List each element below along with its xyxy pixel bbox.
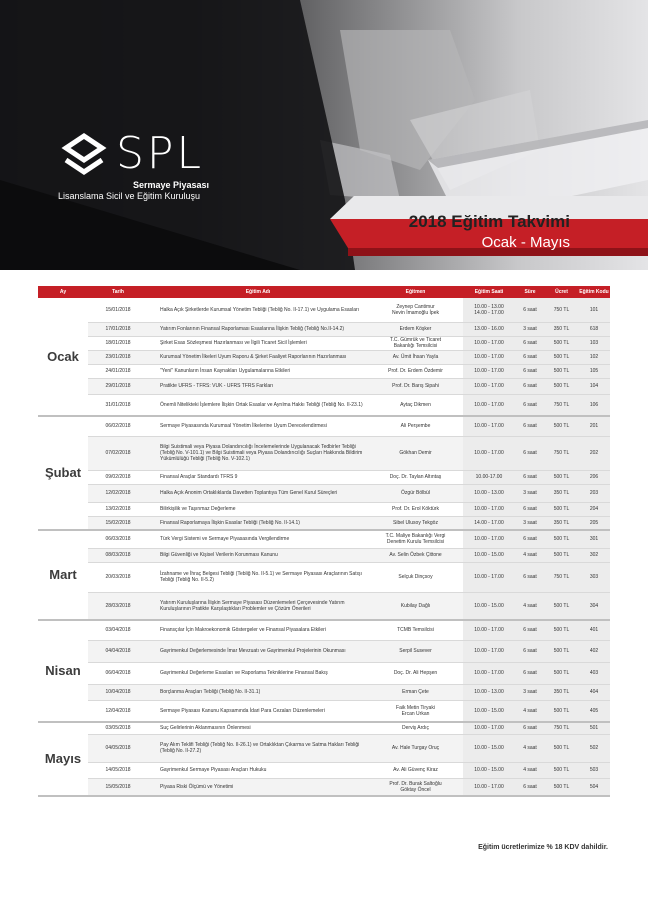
cell-trainer: Kubilay Dağlı <box>368 592 463 620</box>
cell-date: 07/02/2018 <box>88 436 148 470</box>
cell-code: 501 <box>578 722 610 734</box>
cell-date: 06/02/2018 <box>88 416 148 436</box>
cell-hours: 10.00 - 17.00 <box>463 394 515 416</box>
cell-price: 750 TL <box>545 562 578 592</box>
cell-hours: 10.00 - 17.00 <box>463 364 515 378</box>
column-header: Eğitim Adı <box>148 286 368 298</box>
cell-trainer: Av. Ali Güvenç Kiraz <box>368 762 463 778</box>
cell-trainer: Prof. Dr. Erdem Özdemir <box>368 364 463 378</box>
cell-name: Türk Vergi Sistemi ve Sermaye Piyasasında Vergilendirme <box>148 530 368 548</box>
cell-price: 500 TL <box>545 502 578 516</box>
cell-price: 500 TL <box>545 470 578 484</box>
cell-name: Finansçılar İçin Makroekonomik Göstergeler ve Finansal Piyasalara Etkileri <box>148 620 368 640</box>
cell-hours: 10.00 - 17.00 <box>463 378 515 394</box>
cell-date: 15/02/2018 <box>88 516 148 530</box>
cell-name: Bilgi Suistimali veya Piyasa Dolandırıcılığı İncelemelerinde Uygulanacak Tedbirler Tebliği (Tebliğ No. V-101.1) ve Bilgi Suistimali veya Piyasa Dolandırıcılığı Suçları Hakkında Bildirim Yükümlülüğü Tebliği (Tebliğ No. V-102.1) <box>148 436 368 470</box>
cell-hours: 10.00 - 17.00 <box>463 416 515 436</box>
cell-name: İzahname ve İhraç Belgesi Tebliği (Tebliğ No. II-5.1) ve Sermaye Piyasası Araçlarının Satışı Tebliği (Tebliğ No. II-5.2) <box>148 562 368 592</box>
cell-price: 500 TL <box>545 734 578 762</box>
cell-price: 750 TL <box>545 298 578 322</box>
cell-duration: 6 saat <box>515 502 545 516</box>
column-header: Eğitmen <box>368 286 463 298</box>
cell-duration: 6 saat <box>515 640 545 662</box>
cell-date: 08/03/2018 <box>88 548 148 562</box>
spl-emblem-icon <box>60 132 108 178</box>
cell-duration: 6 saat <box>515 378 545 394</box>
cell-trainer: Doç. Dr. Taylan Altıntaş <box>368 470 463 484</box>
cell-price: 500 TL <box>545 364 578 378</box>
cell-name: Piyasa Riski Ölçümü ve Yönetimi <box>148 778 368 796</box>
cell-name: Pratikte UFRS - TFRS: VUK - UFRS TFRS Farkları <box>148 378 368 394</box>
cell-code: 202 <box>578 436 610 470</box>
cell-date: 04/05/2018 <box>88 734 148 762</box>
spl-logo <box>38 128 238 218</box>
cell-hours: 10.00 - 17.00 <box>463 530 515 548</box>
cell-trainer: T.C. Gümrük ve Ticaret Bakanlığı Temsilcisi <box>368 336 463 350</box>
cell-code: 402 <box>578 640 610 662</box>
cell-duration: 6 saat <box>515 416 545 436</box>
cell-code: 404 <box>578 684 610 700</box>
cell-hours: 10.00 - 17.00 <box>463 620 515 640</box>
cell-name: Finansal Raporlamaya İlişkin Esaslar Tebliği (Tebliğ No. II-14.1) <box>148 516 368 530</box>
cell-name: Halka Açık Şirketlerde Kurumsal Yönetim Tebliği (Tebliğ No. II-17.1) ve Uygulama Esasları <box>148 298 368 322</box>
logo-line-1: Sermaye Piyasası <box>133 180 210 190</box>
cell-trainer: Prof. Dr. Burak Saltoğlu Göktay Öncel <box>368 778 463 796</box>
cell-code: 503 <box>578 762 610 778</box>
cell-hours: 10.00 - 17.00 <box>463 562 515 592</box>
table-row <box>38 778 610 796</box>
month-label: Şubat <box>38 416 88 530</box>
cell-date: 17/01/2018 <box>88 322 148 336</box>
cell-date: 03/05/2018 <box>88 722 148 734</box>
cell-duration: 3 saat <box>515 684 545 700</box>
cell-hours: 10.00 - 15.00 <box>463 734 515 762</box>
cell-hours: 10.00 - 15.00 <box>463 548 515 562</box>
cell-trainer: Selçuk Dinçsoy <box>368 562 463 592</box>
cell-price: 500 TL <box>545 530 578 548</box>
cell-price: 750 TL <box>545 436 578 470</box>
table-row <box>38 516 610 530</box>
cell-trainer: Özgür Bölbül <box>368 484 463 502</box>
cell-code: 405 <box>578 700 610 722</box>
vat-footnote: Eğitim ücretlerimize % 18 KDV dahildir. <box>478 844 608 851</box>
cell-name: Önemli Nitelikteki İşlemlere İlişkin Ortak Esaslar ve Ayrılma Hakkı Tebliği (Tebliğ No. II-23.1) <box>148 394 368 416</box>
cell-code: 302 <box>578 548 610 562</box>
table-row <box>38 416 610 436</box>
cell-code: 206 <box>578 470 610 484</box>
cell-date: 12/02/2018 <box>88 484 148 502</box>
cell-price: 500 TL <box>545 336 578 350</box>
table-row <box>38 684 610 700</box>
cell-trainer: Derviş Ardıç <box>368 722 463 734</box>
cell-duration: 4 saat <box>515 700 545 722</box>
cell-code: 103 <box>578 336 610 350</box>
cell-duration: 4 saat <box>515 548 545 562</box>
cell-code: 105 <box>578 364 610 378</box>
cell-date: 24/01/2018 <box>88 364 148 378</box>
cell-duration: 6 saat <box>515 436 545 470</box>
cell-hours: 10.00 - 15.00 <box>463 592 515 620</box>
cell-hours: 10.00 - 17.00 <box>463 336 515 350</box>
cell-hours: 10.00-17.00 <box>463 470 515 484</box>
table-row <box>38 436 610 470</box>
cell-name: Yatırım Fonlarının Finansal Raporlaması Esaslarına İlişkin Tebliğ (Tebliğ No.II-14.2) <box>148 322 368 336</box>
cell-price: 500 TL <box>545 662 578 684</box>
table-row <box>38 722 610 734</box>
cell-name: Bilgi Güvenliği ve Kişisel Verilerin Korunması Kanunu <box>148 548 368 562</box>
table-row <box>38 502 610 516</box>
cell-price: 500 TL <box>545 700 578 722</box>
cell-code: 101 <box>578 298 610 322</box>
cell-code: 618 <box>578 322 610 336</box>
cell-price: 350 TL <box>545 322 578 336</box>
cell-duration: 6 saat <box>515 620 545 640</box>
cell-price: 350 TL <box>545 684 578 700</box>
cell-name: Suç Gelirlerinin Aklanmasının Önlenmesi <box>148 722 368 734</box>
cell-trainer: Av. Hale Turgay Oruç <box>368 734 463 762</box>
cell-trainer: Doç. Dr. Ali Hepşen <box>368 662 463 684</box>
cell-code: 106 <box>578 394 610 416</box>
cell-trainer: TCMB Temsilcisi <box>368 620 463 640</box>
cell-hours: 13.00 - 16.00 <box>463 322 515 336</box>
cell-price: 500 TL <box>545 416 578 436</box>
cell-trainer: Av. Selin Özbek Çittone <box>368 548 463 562</box>
table-row <box>38 484 610 502</box>
table-row <box>38 548 610 562</box>
cell-name: Bilirkişilik ve Taşınmaz Değerleme <box>148 502 368 516</box>
cell-code: 401 <box>578 620 610 640</box>
cell-name: Sermaye Piyasasında Kurumsal Yönetim İlkelerine Uyum Derecelendirmesi <box>148 416 368 436</box>
cell-date: 03/04/2018 <box>88 620 148 640</box>
cell-code: 304 <box>578 592 610 620</box>
month-label: Mart <box>38 530 88 620</box>
cell-duration: 3 saat <box>515 322 545 336</box>
cell-code: 504 <box>578 778 610 796</box>
cell-duration: 3 saat <box>515 484 545 502</box>
cell-hours: 10.00 - 17.00 <box>463 350 515 364</box>
table-header-row <box>38 286 610 298</box>
cell-name: Şirket Esas Sözleşmesi Hazırlanması ve İlgili Ticaret Sicil İşlemleri <box>148 336 368 350</box>
cell-trainer: Gökhan Demir <box>368 436 463 470</box>
cell-name: Pay Alım Teklifi Tebliği (Tebliğ No. II-26.1) ve Ortaklıktan Çıkarma ve Satma Hakları Tebliği (Tebliğ No. II-27.2) <box>148 734 368 762</box>
cell-price: 500 TL <box>545 640 578 662</box>
logo-line-2: Lisanslama Sicil ve Eğitim Kuruluşu <box>58 191 201 201</box>
table-row <box>38 762 610 778</box>
cell-hours: 14.00 - 17.00 <box>463 516 515 530</box>
cell-name: Gayrimenkul Değerlemesinde İmar Mevzuatı ve Gayrimenkul Projelerinin Okunması <box>148 640 368 662</box>
cell-date: 18/01/2018 <box>88 336 148 350</box>
cell-duration: 4 saat <box>515 734 545 762</box>
table-row <box>38 562 610 592</box>
column-header: Süre <box>515 286 545 298</box>
cell-price: 500 TL <box>545 592 578 620</box>
cell-date: 12/04/2018 <box>88 700 148 722</box>
cell-duration: 6 saat <box>515 364 545 378</box>
cell-code: 403 <box>578 662 610 684</box>
cell-date: 14/05/2018 <box>88 762 148 778</box>
table-row <box>38 322 610 336</box>
cell-duration: 3 saat <box>515 516 545 530</box>
table-row <box>38 336 610 350</box>
cell-price: 500 TL <box>545 548 578 562</box>
cell-price: 500 TL <box>545 378 578 394</box>
cell-hours: 10.00 - 13.00 14.00 - 17.00 <box>463 298 515 322</box>
cell-name: Finansal Araçlar Standardı TFRS 9 <box>148 470 368 484</box>
cell-hours: 10.00 - 17.00 <box>463 722 515 734</box>
cell-hours: 10.00 - 15.00 <box>463 762 515 778</box>
column-header: Eğitim Kodu <box>578 286 610 298</box>
month-label: Nisan <box>38 620 88 722</box>
cell-date: 15/05/2018 <box>88 778 148 796</box>
cell-trainer: Aytaç Dikmen <box>368 394 463 416</box>
cell-code: 203 <box>578 484 610 502</box>
cell-name: Gayrimenkul Sermaye Piyasası Araçları Hukuku <box>148 762 368 778</box>
cell-duration: 6 saat <box>515 530 545 548</box>
cell-date: 31/01/2018 <box>88 394 148 416</box>
cell-code: 201 <box>578 416 610 436</box>
cell-date: 29/01/2018 <box>88 378 148 394</box>
cell-name: Gayrimenkul Değerleme Esasları ve Raporlama Tekniklerine Finansal Bakış <box>148 662 368 684</box>
cell-code: 303 <box>578 562 610 592</box>
table-row <box>38 662 610 684</box>
cell-duration: 6 saat <box>515 350 545 364</box>
table-row <box>38 734 610 762</box>
cell-hours: 10.00 - 13.00 <box>463 684 515 700</box>
cell-duration: 6 saat <box>515 722 545 734</box>
column-header: Ücret <box>545 286 578 298</box>
cell-trainer: Serpil Susever <box>368 640 463 662</box>
cell-date: 09/02/2018 <box>88 470 148 484</box>
cell-date: 06/04/2018 <box>88 662 148 684</box>
cell-hours: 10.00 - 17.00 <box>463 436 515 470</box>
cell-duration: 6 saat <box>515 336 545 350</box>
cell-date: 10/04/2018 <box>88 684 148 700</box>
cell-name: Kurumsal Yönetim İlkeleri Uyum Raporu & Şirket Faaliyet Raporlarının Hazırlanması <box>148 350 368 364</box>
cell-trainer: Sibel Ulusoy Tekgöz <box>368 516 463 530</box>
cell-hours: 10.00 - 17.00 <box>463 640 515 662</box>
cell-hours: 10.00 - 13.00 <box>463 484 515 502</box>
cell-name: "Yeni" Kanunların İnsan Kaynakları Uygulamalarına Etkileri <box>148 364 368 378</box>
cell-hours: 10.00 - 17.00 <box>463 778 515 796</box>
cell-duration: 4 saat <box>515 592 545 620</box>
cell-date: 13/02/2018 <box>88 502 148 516</box>
page-subtitle: Ocak - Mayıs <box>481 234 570 251</box>
cell-price: 500 TL <box>545 350 578 364</box>
table-row <box>38 364 610 378</box>
cell-code: 301 <box>578 530 610 548</box>
cell-date: 04/04/2018 <box>88 640 148 662</box>
cell-name: Borçlanma Araçları Tebliği (Tebliğ No. II-31.1) <box>148 684 368 700</box>
column-header: Tarih <box>88 286 148 298</box>
table-row <box>38 530 610 548</box>
table-row <box>38 640 610 662</box>
cell-date: 15/01/2018 <box>88 298 148 322</box>
table-row <box>38 620 610 640</box>
cell-hours: 10.00 - 17.00 <box>463 662 515 684</box>
cell-hours: 10.00 - 17.00 <box>463 502 515 516</box>
cell-trainer: Prof. Dr. Barış Sipahi <box>368 378 463 394</box>
table-row <box>38 592 610 620</box>
cell-price: 500 TL <box>545 778 578 796</box>
column-header: Ay <box>38 286 88 298</box>
cell-date: 20/03/2018 <box>88 562 148 592</box>
cell-trainer: Faik Metin Tiryaki Ercan Urkan <box>368 700 463 722</box>
cell-name: Yatırım Kuruluşlarına İlişkin Sermaye Piyasası Düzenlemeleri Çerçevesinde Yatırım Kuruluşlarının Pratikte Karşılaştıkları Problemler ve Çözüm Önerileri <box>148 592 368 620</box>
table-row <box>38 350 610 364</box>
cell-price: 750 TL <box>545 722 578 734</box>
table-row <box>38 470 610 484</box>
cell-price: 350 TL <box>545 484 578 502</box>
cell-trainer: Erman Çete <box>368 684 463 700</box>
cell-trainer: Zeynep Cantimur Nevin İmamoğlu İpek <box>368 298 463 322</box>
cell-code: 204 <box>578 502 610 516</box>
cell-code: 104 <box>578 378 610 394</box>
cell-price: 350 TL <box>545 516 578 530</box>
cell-date: 23/01/2018 <box>88 350 148 364</box>
cell-price: 750 TL <box>545 394 578 416</box>
cell-trainer: T.C. Maliye Bakanlığı Vergi Denetim Kurulu Temsilcisi <box>368 530 463 548</box>
cell-code: 205 <box>578 516 610 530</box>
cell-trainer: Erdem Köşker <box>368 322 463 336</box>
cell-duration: 6 saat <box>515 298 545 322</box>
cell-duration: 6 saat <box>515 394 545 416</box>
cell-name: Halka Açık Anonim Ortaklıklarda Davetten Toplantıya Tüm Genel Kurul Süreçleri <box>148 484 368 502</box>
month-label: Ocak <box>38 298 88 416</box>
cell-code: 102 <box>578 350 610 364</box>
month-label: Mayıs <box>38 722 88 796</box>
table-row <box>38 298 610 322</box>
logo-text: SPL <box>116 128 204 179</box>
table-row <box>38 394 610 416</box>
cell-duration: 6 saat <box>515 662 545 684</box>
cell-trainer: Ali Perşembe <box>368 416 463 436</box>
table-row <box>38 378 610 394</box>
cell-date: 06/03/2018 <box>88 530 148 548</box>
column-header: Eğitim Saati <box>463 286 515 298</box>
page-title: 2018 Eğitim Takvimi <box>408 212 570 231</box>
cell-code: 502 <box>578 734 610 762</box>
cell-duration: 4 saat <box>515 762 545 778</box>
table-row <box>38 700 610 722</box>
cell-hours: 10.00 - 15.00 <box>463 700 515 722</box>
cell-price: 500 TL <box>545 762 578 778</box>
cell-duration: 6 saat <box>515 562 545 592</box>
cell-price: 500 TL <box>545 620 578 640</box>
cell-trainer: Av. Ümit İhsan Yayla <box>368 350 463 364</box>
cell-name: Sermaye Piyasası Kanunu Kapsamında İdari Para Cezaları Düzenlemeleri <box>148 700 368 722</box>
cell-trainer: Prof. Dr. Erol Köktürk <box>368 502 463 516</box>
cell-duration: 6 saat <box>515 470 545 484</box>
schedule-table <box>38 286 610 797</box>
cell-duration: 6 saat <box>515 778 545 796</box>
cell-date: 28/03/2018 <box>88 592 148 620</box>
